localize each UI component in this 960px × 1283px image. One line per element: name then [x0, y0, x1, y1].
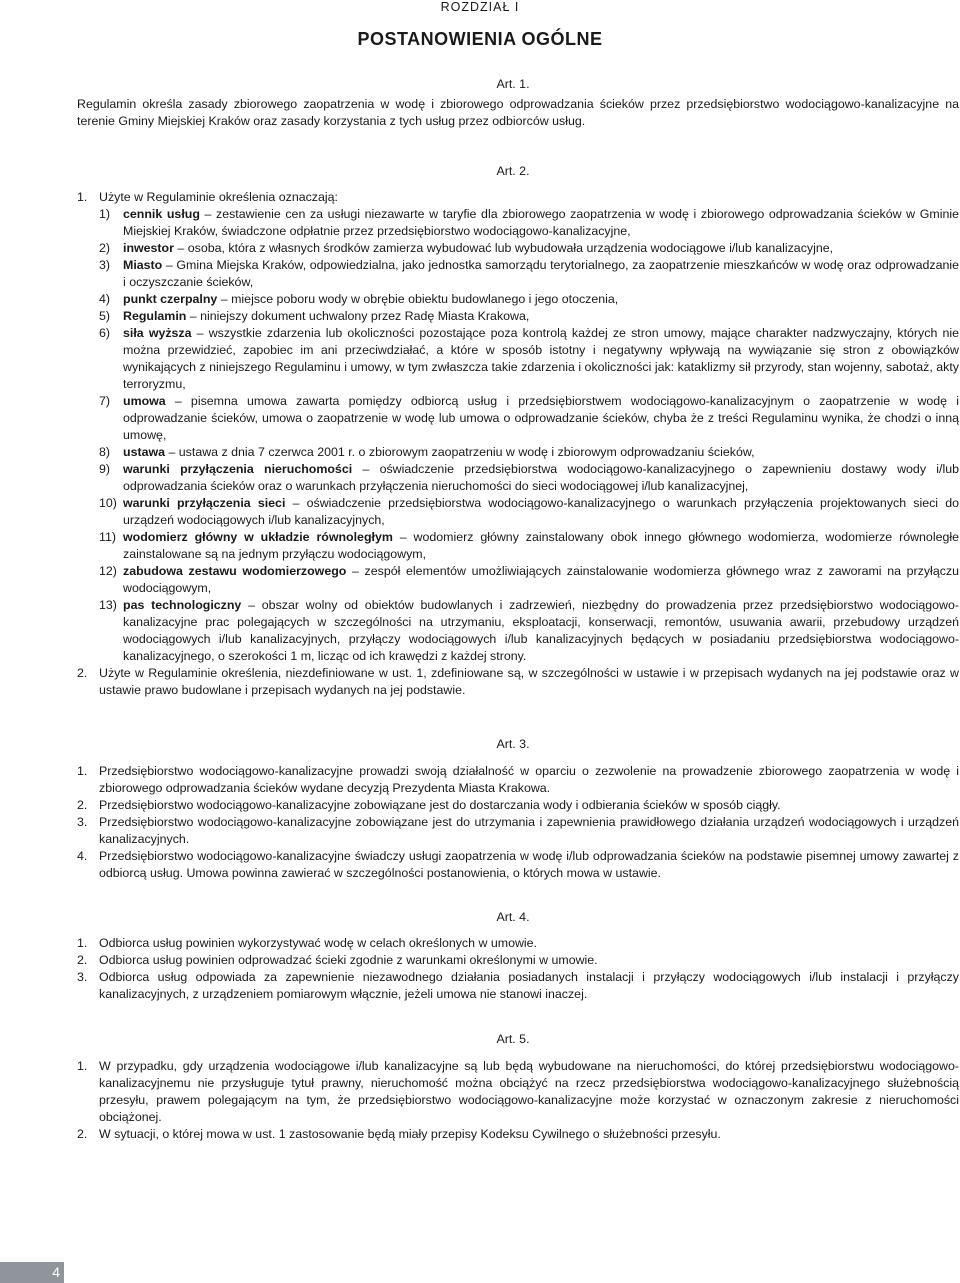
definition-term: zabudowa zestawu wodomierzowego: [123, 564, 347, 578]
definition-term: warunki przyłączenia nieruchomości: [123, 462, 353, 476]
list-item: 4. Przedsiębiorstwo wodociągowo-kanalizacyjne świadczy usługi zaopatrzenia w wodę i/lub odprowadzania ścieków na podstawie pisemnej umowy zawartej z odbiorcą usług. Umowa powinna zawierać w szczególności postanowienia, o których mowa w ustawie.: [77, 849, 959, 880]
article-5-heading: Art. 5.: [496, 1032, 530, 1046]
item-text: Użyte w Regulaminie określenia, niezdefiniowane w ust. 1, zdefiniowane są, w szczególności w ustawie i w przepisach wydanych na jej podstawie oraz w ustawie prawo budowlane i przepisach wydanych na jej podstawie.: [99, 666, 959, 697]
definitions-list: [99, 206, 959, 665]
definition-term: ustawa: [123, 445, 166, 459]
article-3-body: [77, 763, 959, 882]
definition-term: siła wyższa: [123, 326, 192, 340]
page-number: 4: [0, 1262, 64, 1283]
item-number: 2.: [77, 666, 88, 680]
item-text: Użyte w Regulaminie określenia oznaczają:: [99, 190, 338, 204]
list-item: 2. W sytuacji, o której mowa w ust. 1 zastosowanie będą miały przepisy Kodeksu Cywilnego o służebności przesyłu.: [77, 1127, 721, 1141]
item-number: 1.: [77, 190, 88, 204]
list-item: [77, 189, 959, 665]
definition-item: 1) cennik usług – zestawienie cen za usługi niezawarte w taryfie dla zbiorowego zaopatrzenia w wodę i zbiorowego odprowadzania ścieków w Gminie Miejskiej Kraków, świadczone odpłatnie przez przedsiębiorstwo wodociągowo-kanalizacyjne,: [99, 207, 959, 238]
list-item: 1. W przypadku, gdy urządzenia wodociągowe i/lub kanalizacyjne są lub będą wybudowane na nieruchomości, do której przedsiębiorstwu wodociągowo-kanalizacyjnemu nie przysługuje tytuł prawny, nieruchomość można obciążyć na rzecz przedsiębiorstwa wodociągowo-kanalizacyjnego służebnością przesyłu, prawem polegającym na tym, że przedsiębiorstwo wodociągowo-kanalizacyjne może korzystać w oznaczonym zakresie z nieruchomości obciążonej.: [77, 1059, 959, 1124]
definition-item: 6) siła wyższa – wszystkie zdarzenia lub okoliczności pozostające poza kontrolą każdej ze stron umowy, mające charakter nadzwyczajny, których nie można przewidzieć, zapobiec im ani przeciwdziałać, a które w sposób istotny i negatywny wpływają na wywiązanie się stron z obowiązków wynikających z niniejszego Regulaminu i umowy, w tym zwłaszcza takie zdarzenia i okoliczności jak: kataklizmy sił przyrody, stan wojenny, sabotaż, akty terroryzmu,: [99, 326, 960, 391]
definition-term: pas technologiczny: [123, 598, 242, 612]
list-item: 1. Przedsiębiorstwo wodociągowo-kanalizacyjne prowadzi swoją działalność w oparciu o zezwolenie na prowadzenie zbiorowego zaopatrzenia w wodę i zbiorowego odprowadzania ścieków wydane decyzją Prezydenta Miasta Krakowa.: [77, 764, 959, 795]
definition-item: 11) wodomierz główny w układzie równoległym – wodomierz główny zainstalowany obok innego głównego wodomierza, wodomierze równoległe zainstalowane są na jednym przyłączu wodociągowym,: [99, 530, 959, 561]
article-4-heading: Art. 4.: [496, 910, 530, 924]
article-4-body: [77, 935, 959, 1003]
definition-item: 9) warunki przyłączenia nieruchomości – oświadczenie przedsiębiorstwa wodociągowo-kanalizacyjnego o zapewnieniu dostawy wody i/lub odprowadzania ścieków oraz o warunkach przyłączenia nieruchomości do sieci wodociągowej i/lub kanalizacyjnej,: [99, 462, 960, 493]
chapter-label: ROZDZIAŁ I: [440, 0, 520, 14]
definition-item: 12) zabudowa zestawu wodomierzowego – zespół elementów umożliwiających zainstalowanie wodomierza głównego wraz z zaworami na przyłączu wodociągowym,: [99, 564, 959, 595]
definition-term: Miasto: [123, 258, 163, 272]
definition-term: punkt czerpalny: [123, 292, 218, 306]
definition-item: 3) Miasto – Gmina Miejska Kraków, odpowiedzialna, jako jednostka samorządu terytorialnego, za zaopatrzenie mieszkańców w wodę oraz odprowadzanie i oczyszczanie ścieków,: [99, 258, 959, 289]
list-item: 3. Odbiorca usług odpowiada za zapewnienie niezawodnego działania posiadanych instalacji i przyłączy wodociągowych i/lub instalacji i przyłączy kanalizacyjnych, z urządzeniem pomiarowym włącznie, jeżeli umowa nie stanowi inaczej.: [77, 970, 959, 1001]
definition-term: wodomierz główny w układzie równoległym: [123, 530, 393, 544]
list-item: 1. Odbiorca usług powinien wykorzystywać wodę w celach określonych w umowie.: [77, 936, 537, 950]
list-item: 2. Odbiorca usług powinien odprowadzać ścieki zgodnie z warunkami określonymi w umowie.: [77, 953, 598, 967]
definition-item: 5) Regulamin – niniejszy dokument uchwalony przez Radę Miasta Krakowa,: [99, 309, 530, 323]
definition-term: warunki przyłączenia sieci: [123, 496, 286, 510]
list-item: [77, 665, 959, 699]
article-2-heading: Art. 2.: [496, 164, 530, 178]
article-1-heading: Art. 1.: [496, 77, 530, 91]
definition-item: 4) punkt czerpalny – miejsce poboru wody w obrębie obiektu budowlanego i jego otoczenia,: [99, 292, 619, 306]
article-5-body: [77, 1058, 959, 1143]
definition-item: 7) umowa – pisemna umowa zawarta pomiędzy odbiorcą usług i przedsiębiorstwem wodociągowo-kanalizacyjnym o zaopatrzenie w wodę i odprowadzanie ścieków, umowa o zaopatrzenie w wodę lub umowa o odprowadzanie ścieków, chyba że z treści Regulaminu wynika, że chodzi o inną umowę,: [99, 394, 959, 442]
page-title: POSTANOWIENIA OGÓLNE: [357, 29, 603, 49]
list-item: 3. Przedsiębiorstwo wodociągowo-kanalizacyjne zobowiązane jest do utrzymania i zapewnienia prawidłowego działania urządzeń wodociągowych i urządzeń kanalizacyjnych.: [77, 815, 959, 846]
list-item: 2. Przedsiębiorstwo wodociągowo-kanalizacyjne zobowiązane jest do dostarczania wody i odbierania ścieków w sposób ciągły.: [77, 798, 781, 812]
definition-item: 10) warunki przyłączenia sieci – oświadczenie przedsiębiorstwa wodociągowo-kanalizacyjnego o warunkach przyłączenia projektowanych sieci do urządzeń wodociągowych i/lub kanalizacyjnych,: [99, 496, 959, 527]
definition-item: 8) ustawa – ustawa z dnia 7 czerwca 2001 r. o zbiorowym zaopatrzeniu w wodę i zbiorowym odprowadzaniu ścieków,: [99, 445, 755, 459]
article-1-text: Regulamin określa zasady zbiorowego zaopatrzenia w wodę i zbiorowego odprowadzania ścieków przez przedsiębiorstwo wodociągowo-kanalizacyjne na terenie Gminy Miejskiej Kraków oraz zasady korzystania z tych usług przez odbiorców usług.: [77, 97, 959, 128]
definition-item: 13) pas technologiczny – obszar wolny od obiektów budowlanych i zadrzewień, niezbędny do prowadzenia przez przedsiębiorstwo wodociągowo-kanalizacyjne prac polegających w szczególności na utrzymaniu, eksploatacji, konserwacji, remontów, usuwania awarii, przebudowy urządzeń wodociągowych i/lub kanalizacyjnych, przyłączy wodociągowych i/lub kanalizacyjnych będących w posiadaniu przedsiębiorstwa wodociągowo-kanalizacyjnego, o szerokości 1 m, licząc od ich krawędzi z każdej strony.: [99, 598, 959, 663]
definition-term: umowa: [123, 394, 166, 408]
article-3-heading: Art. 3.: [496, 737, 530, 751]
definition-item: 2) inwestor – osoba, która z własnych środków zamierza wybudować lub wybudowała urządzenia wodociągowe i/lub kanalizacyjne,: [99, 241, 834, 255]
definition-term: Regulamin: [123, 309, 187, 323]
definition-term: cennik usług: [123, 207, 200, 221]
definition-term: inwestor: [123, 241, 174, 255]
article-2-body: [77, 189, 959, 699]
